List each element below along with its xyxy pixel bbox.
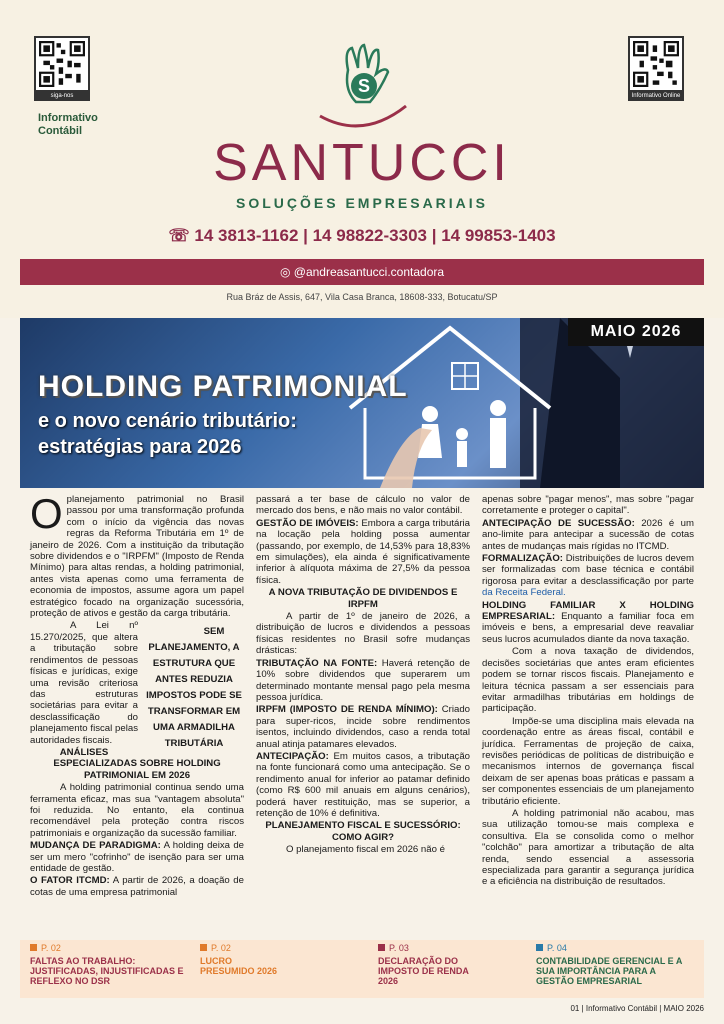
inline-label: FORMALIZAÇÃO: [482, 553, 563, 565]
instagram-bar[interactable] [20, 259, 704, 285]
qr-code-icon [633, 41, 679, 87]
inline-label: GESTÃO DE IMÓVEIS: [256, 517, 359, 529]
footer-page: P. 03 [389, 943, 409, 953]
paragraph-text: planejamento patrimonial no Brasil passou por uma transformação profunda com o início da vigência das novas regras da Reforma Tributária em 1º de janeiro de 2026. Com a instituição da tributação sobre dividendos e o "IRPFM" (Imposto de Renda Mínimo) para altas rendas, a holding patrimonial, antes vista apenas como uma ferramenta de economia de impostos, assume agora um papel estratégico focado na organização sucessória, proteção de ativos e gestão da carga tributária. [30, 494, 244, 620]
paragraph-text: Com a nova taxação de dividendos, decisões societárias que antes eram eficientes podem se tornar riscos fiscais. Planejamento e leitura técnica passam a ser essenciais para evitar armadilhas tributárias em holdings de participação. [482, 646, 694, 715]
footer-page: P. 04 [547, 943, 567, 953]
paragraph-text: Haverá retenção de 10% sobre dividendos que superarem um determinado montante mensal pago pela mesma pessoa jurídica. [256, 657, 470, 703]
instagram-icon: ◎ [279, 265, 294, 279]
inline-label: O FATOR ITCMD: [30, 875, 110, 887]
page-marker-icon [536, 944, 543, 951]
article-column-2 [256, 494, 470, 857]
phone-list: 14 3813-1162 | 14 98822-3303 | 14 99853-1403 [194, 226, 556, 245]
footer-title: FALTAS AO TRABALHO: JUSTIFICADAS, INJUSTIFICADAS E REFLEXO NO DSR [30, 956, 184, 986]
issue-date-badge: MAIO 2026 [568, 318, 704, 346]
footer-item-declaracao[interactable] [378, 940, 478, 998]
inline-label: MUDANÇA DE PARADIGMA: [30, 840, 161, 852]
newsletter-type-label: Informativo Contábil [38, 112, 98, 137]
hero-banner [20, 318, 704, 488]
inline-label: HOLDING FAMILIAR X HOLDING EMPRESARIAL: [482, 599, 694, 623]
page-marker-icon [200, 944, 207, 951]
qr-code-follow[interactable] [34, 36, 90, 92]
hero-title: HOLDING PATRIMONIAL [38, 370, 408, 403]
paragraph-text: passará a ter base de cálculo no valor de mercado dos bens, e não mais no valor contábil. [256, 494, 470, 517]
phone-icon: ☏ [168, 226, 195, 245]
inline-label: ANTECIPAÇÃO: [256, 750, 329, 762]
footer-title: CONTABILIDADE GERENCIAL E A SUA IMPORTÂNCIA PARA A GESTÃO EMPRESARIAL [536, 956, 683, 986]
footer-item-lucro[interactable] [200, 940, 280, 998]
address: Rua Bráz de Assis, 647, Vila Casa Branca, 18608-333, Botucatu/SP [226, 292, 498, 302]
paragraph-text: Criado para super-ricos, incide sobre rendimentos isentos, incluindo dividendos, caso a renda total anual atinja patamares elevados. [256, 704, 470, 750]
paragraph-text: 2026 é um ano-limite para antecipar a sucessão de cotas antes de mudanças mais rígidas no ITCMD. [482, 517, 694, 552]
inline-label: ANTECIPAÇÃO DE SUCESSÃO: [482, 517, 635, 529]
article-column-3 [482, 494, 694, 889]
section-heading: ANÁLISES ESPECIALIZADAS SOBRE HOLDING PATRIMONIAL EM 2026 [53, 746, 221, 781]
page-footer: 01 | Informativo Contábil | MAIO 2026 [570, 1004, 704, 1013]
paragraph-text: A Lei nº 15.270/2025, que altera a tributação sobre rendimentos de pessoas físicas e jurídicas, exige uma revisão criteriosa das estruturas societárias para evitar a desclassificação do planejamento fiscal pelas autoridades fiscais. [30, 620, 138, 746]
footer-title: DECLARAÇÃO DO IMPOSTO DE RENDA 2026 [378, 956, 469, 986]
paragraph-text: Distribuições de lucros devem ser formalizadas com base técnica e contábil rigorosa para evitar a desclassificação por parte [482, 553, 694, 587]
qr-code-online[interactable] [628, 36, 684, 92]
paragraph-text: Em muitos casos, a tributação na fonte funcionará como uma antecipação. Se o rendimento anual for inferior ao patamar definido (como R$ 600 mil anuais em alguns cenários), poderá haver restituição, mas se superior, a retenção de 10% é definitiva. [256, 750, 470, 819]
section-heading: PLANEJAMENTO FISCAL E SUCESSÓRIO: COMO AGIR? [265, 820, 461, 843]
inline-label: IRPFM (IMPOSTO DE RENDA MÍNIMO): [256, 704, 438, 716]
pull-quote: SEM PLANEJAMENTO, A ESTRUTURA QUE ANTES REDUZIA IMPOSTOS PODE SE TRANSFORMAR EM UMA ARMADILHA TRIBUTÁRIA [146, 626, 242, 750]
brand-subtitle: SOLUÇÕES EMPRESARIAIS [235, 195, 489, 211]
santucci-logo-icon [308, 40, 418, 132]
phone-numbers[interactable] [0, 226, 724, 246]
brand-name: SANTUCCI [213, 134, 511, 192]
qr-left-caption: siga-nos [34, 92, 90, 101]
instagram-handle: @andreasantucci.contadora [293, 265, 445, 279]
paragraph-text: Impõe-se uma disciplina mais elevada na coordenação entre as áreas fiscal, contábil e jurídica. Ferramentas de projeção de caixa, revisões periódicas de políticas de distribuição e mecanismos internos de governança fiscal deixam de ser apenas boas práticas e passam a ser componentes essenciais de um planejamento tributário eficiente. [482, 715, 694, 807]
qr-right-caption: Informativo Online [628, 92, 684, 101]
paragraph-text: A holding patrimonial não acabou, mas sua utilização tomou-se mais complexa e consultiva. Ela se consolida como o melhor "colchão" para amortizar a tributação de alta renda, sendo essencial a assessoria especializada para garantir a segurança jurídica e a eficiência na distribuição de resultados. [482, 807, 694, 888]
paragraph-text: A partir de 1º de janeiro de 2026, a distribuição de lucros e dividendos a pessoas físicas residentes no Brasil sofre mudanças drásticas: [256, 611, 470, 657]
qr-code-icon [39, 41, 85, 87]
paragraph-text: apenas sobre "pagar menos", mas sobre "pagar corretamente e proteger o capital". [482, 494, 694, 517]
hero-subtitle-line1: e o novo cenário tributário: [38, 410, 297, 432]
inline-label: TRIBUTAÇÃO NA FONTE: [256, 657, 378, 669]
article-column-1 [30, 490, 244, 899]
receita-federal-link[interactable]: da Receita Federal. [482, 587, 566, 599]
footer-item-faltas[interactable] [30, 940, 190, 998]
paragraph-text: A holding deixa de ser um mero "cofrinho" de isenção para ser uma entidade de gestão. [30, 840, 244, 874]
paragraph-text: A partir de 2026, a doação de cotas de uma empresa patrimonial [30, 875, 244, 898]
section-heading: A NOVA TRIBUTAÇÃO DE DIVIDENDOS E IRPFM [268, 587, 458, 610]
page-marker-icon [378, 944, 385, 951]
footer-item-contabilidade[interactable] [536, 940, 696, 998]
hero-subtitle-line2: estratégias para 2026 [38, 436, 242, 458]
logo-letter: S [357, 76, 371, 96]
footer-page: P. 02 [211, 943, 231, 953]
masthead [0, 0, 724, 318]
paragraph [30, 490, 244, 620]
page-marker-icon [30, 944, 37, 951]
footer-title: LUCRO PRESUMIDO 2026 [200, 956, 278, 976]
paragraph-text: O planejamento fiscal em 2026 não é [286, 844, 445, 856]
dropcap: O [30, 490, 63, 537]
paragraph-text: A holding patrimonial continua sendo uma ferramenta eficaz, mas sua "vantagem absoluta" foi reduzida. No entanto, ela continua recomendável pela proteção contra riscos patrimoniais e organização da sucessão familiar. [30, 782, 244, 839]
paragraph-text: Enquanto a familiar foca em imóveis e bens, a empresarial deve reavaliar seus lucros acumulados diante da nova taxação. [482, 611, 694, 645]
footer-page: P. 02 [41, 943, 61, 953]
paragraph-text: Embora a carga tributária na locação pela holding possa aumentar (passando, por exemplo, de 14,53% para 18,83% em simulações), ela ainda é significativamente inferior à alíquota máxima de 27,5% da pessoa física. [256, 517, 470, 586]
